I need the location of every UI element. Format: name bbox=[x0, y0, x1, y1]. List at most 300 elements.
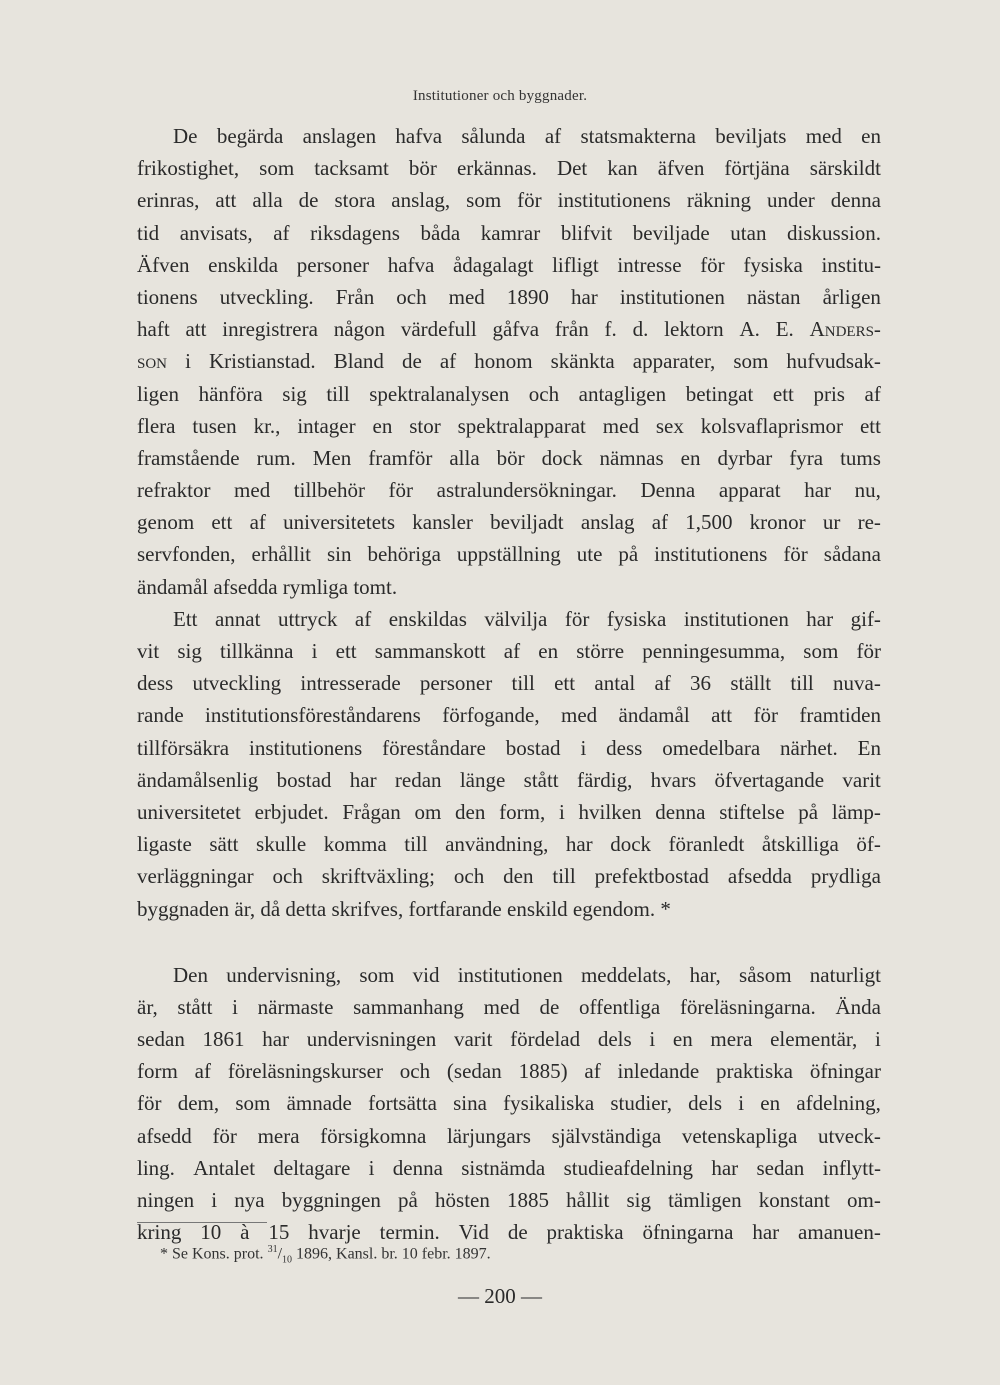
word: ling. bbox=[137, 1155, 175, 1180]
word: en bbox=[861, 124, 881, 148]
word: denna bbox=[830, 188, 881, 213]
word: anslagen bbox=[302, 124, 377, 148]
word: föreståndare bbox=[382, 735, 486, 760]
word: ett bbox=[211, 510, 233, 535]
word: à bbox=[240, 1220, 250, 1245]
text-line bbox=[137, 1023, 881, 1055]
word: tillkänna bbox=[220, 639, 294, 663]
word: 36 bbox=[690, 671, 712, 696]
word: inflytt- bbox=[822, 1155, 881, 1180]
word: statsmakterna bbox=[580, 124, 696, 148]
word: af bbox=[439, 349, 457, 374]
text-line bbox=[137, 764, 881, 796]
word: anslag, bbox=[391, 188, 451, 213]
text-line bbox=[137, 1184, 881, 1216]
footnote-suffix: 1896, Kansl. br. 10 febr. 1897. bbox=[296, 1245, 491, 1263]
word: i bbox=[738, 1091, 745, 1116]
word: 1861 bbox=[202, 1027, 245, 1052]
word: erinras, bbox=[137, 188, 200, 213]
word: och bbox=[272, 864, 303, 889]
word: de bbox=[298, 188, 319, 213]
word: för bbox=[517, 188, 542, 213]
word: Men bbox=[312, 445, 352, 470]
word: flera bbox=[137, 413, 176, 438]
word: re- bbox=[857, 510, 881, 535]
word: har bbox=[570, 284, 598, 309]
word: stor bbox=[409, 413, 441, 438]
word: betingat bbox=[685, 381, 754, 406]
word: föreläsningskurser bbox=[227, 1059, 383, 1084]
text-line bbox=[137, 120, 881, 152]
word: äfven bbox=[657, 156, 705, 181]
word: som bbox=[259, 156, 295, 181]
word: tusen bbox=[192, 413, 237, 438]
word: värdefull bbox=[400, 317, 477, 342]
word: af bbox=[654, 671, 671, 696]
word: refraktor bbox=[137, 478, 211, 503]
word: kr., bbox=[253, 413, 281, 438]
word: förfogande, bbox=[442, 703, 540, 728]
word: afsedd bbox=[137, 1123, 192, 1148]
word: under bbox=[766, 188, 815, 213]
word: som bbox=[803, 639, 839, 663]
word: till bbox=[326, 381, 350, 406]
word: form bbox=[137, 1059, 178, 1084]
word: i bbox=[311, 639, 318, 663]
word: undervisning, bbox=[226, 962, 342, 987]
word: Frågan bbox=[342, 799, 401, 824]
word: begärda bbox=[216, 124, 284, 148]
word: Äfven bbox=[137, 252, 190, 277]
word: 1,500 bbox=[685, 510, 733, 535]
word: välvilja bbox=[484, 606, 548, 631]
word: sin bbox=[326, 542, 352, 567]
word: f. bbox=[604, 317, 617, 342]
word: om- bbox=[847, 1188, 881, 1212]
word: en bbox=[538, 639, 559, 663]
word: ändamålsenlig bbox=[137, 767, 259, 792]
word: framför bbox=[368, 445, 433, 470]
word: hvarje bbox=[308, 1220, 361, 1245]
word: son bbox=[137, 349, 168, 374]
word: för bbox=[212, 1123, 237, 1148]
word: på bbox=[618, 542, 639, 567]
word: sig bbox=[626, 1188, 651, 1212]
word: med bbox=[234, 478, 271, 503]
word: dem, bbox=[177, 1091, 220, 1116]
word: sålunda bbox=[461, 124, 526, 148]
word: intager bbox=[297, 413, 356, 438]
word: ställt bbox=[730, 671, 772, 696]
word: är, bbox=[137, 994, 158, 1019]
text-line bbox=[137, 410, 881, 442]
word: undervisningen bbox=[306, 1027, 437, 1052]
word: Vid bbox=[458, 1220, 489, 1245]
word: uppställning bbox=[456, 542, 561, 567]
word: hufvudsak- bbox=[786, 349, 881, 374]
text-line bbox=[137, 1152, 881, 1184]
word: såsom bbox=[739, 962, 792, 987]
word: verläggningar bbox=[137, 864, 254, 889]
word: Det bbox=[556, 156, 588, 181]
word: af bbox=[651, 510, 669, 535]
paragraph bbox=[137, 603, 881, 925]
text-line bbox=[137, 249, 881, 281]
word: i bbox=[368, 1155, 375, 1180]
word: en bbox=[760, 1091, 781, 1116]
word: som bbox=[466, 188, 502, 213]
word: studieafdelning bbox=[563, 1155, 694, 1180]
word: bostad bbox=[505, 735, 561, 760]
word: och bbox=[396, 284, 427, 309]
word: alla bbox=[449, 445, 480, 470]
word: har bbox=[349, 767, 377, 792]
word: penningesumma, bbox=[642, 639, 786, 663]
word: institutionens bbox=[557, 188, 671, 213]
word: En bbox=[857, 735, 881, 760]
word: studier, bbox=[610, 1091, 672, 1116]
word: af bbox=[544, 124, 562, 148]
word: (sedan bbox=[446, 1059, 502, 1084]
word: för bbox=[856, 639, 881, 663]
word: för bbox=[700, 252, 725, 277]
word: De bbox=[173, 124, 198, 148]
text-line: ändamål afsedda rymliga tomt. bbox=[137, 574, 398, 599]
word: praktiska bbox=[546, 1220, 624, 1245]
word: rum. bbox=[256, 445, 296, 470]
word: nu, bbox=[854, 478, 881, 503]
word: institu- bbox=[821, 252, 881, 277]
word: fysikaliska bbox=[503, 1091, 595, 1116]
word: apparat bbox=[718, 478, 781, 503]
word: haft bbox=[137, 317, 170, 342]
word: Bland bbox=[333, 349, 384, 374]
word: föranledt bbox=[668, 832, 745, 857]
word: åtskilliga bbox=[761, 832, 839, 857]
word: användning, bbox=[445, 832, 549, 857]
word: tillförsäkra bbox=[137, 735, 230, 760]
word: denna bbox=[392, 1155, 443, 1180]
word: tämligen bbox=[668, 1188, 742, 1212]
word: riksdagens bbox=[310, 220, 400, 245]
word: på bbox=[798, 799, 819, 824]
word: 1885) bbox=[518, 1059, 568, 1084]
word: vit bbox=[137, 639, 160, 663]
word: ett bbox=[772, 381, 794, 406]
word: har, bbox=[689, 962, 721, 987]
word: räkning bbox=[686, 188, 751, 213]
word: hafva bbox=[387, 252, 435, 277]
word: af bbox=[194, 1059, 211, 1084]
word: sammanhang bbox=[353, 994, 464, 1019]
word: Den bbox=[173, 962, 208, 987]
word: sedan bbox=[756, 1155, 805, 1180]
word: prefektbostad bbox=[594, 864, 709, 889]
footnote-prefix: Se Kons. prot. bbox=[172, 1245, 264, 1263]
footnote-marker: * bbox=[160, 1245, 168, 1263]
word: lektorn bbox=[664, 317, 724, 342]
text-line bbox=[137, 603, 881, 635]
word: i bbox=[211, 1188, 218, 1212]
word: föreläsningarna. bbox=[679, 994, 816, 1019]
word: tionens bbox=[137, 284, 198, 309]
footnote-date-denominator: 10 bbox=[282, 1254, 293, 1266]
word: intresserade bbox=[300, 671, 401, 696]
word: med bbox=[602, 413, 639, 438]
running-header: Institutioner och byggnader. bbox=[412, 88, 588, 104]
word: öf- bbox=[856, 832, 881, 857]
footnote: * Se Kons. prot. $^{31}/_{10}$ 1896, Kansl. br. 10 febr. 1897. bbox=[160, 1244, 491, 1266]
word: elementär, bbox=[770, 1027, 858, 1052]
word: lämp- bbox=[831, 799, 881, 824]
word: kan bbox=[607, 156, 638, 181]
word: beviljadt bbox=[490, 510, 564, 535]
word: personer bbox=[296, 252, 370, 277]
word: dels bbox=[688, 1091, 722, 1116]
word: blifvit bbox=[560, 220, 613, 245]
word: uttryck bbox=[277, 606, 338, 631]
word: har bbox=[565, 832, 593, 857]
word: kolsvaflaprismor bbox=[700, 413, 844, 438]
word: länge bbox=[459, 767, 506, 792]
word: skriftväxling; bbox=[321, 864, 435, 889]
word: offentliga bbox=[578, 994, 661, 1019]
word: bostad bbox=[276, 767, 332, 792]
word: till bbox=[790, 671, 814, 696]
word: närhet. bbox=[780, 735, 838, 760]
word: vetenskapliga bbox=[681, 1123, 798, 1148]
word: personer bbox=[419, 671, 493, 696]
word: meddelats, bbox=[580, 962, 672, 987]
text-line bbox=[137, 184, 881, 216]
word: omedelbara bbox=[662, 735, 761, 760]
word: stått bbox=[523, 767, 559, 792]
word: 1890 bbox=[506, 284, 549, 309]
word: och bbox=[399, 1059, 431, 1084]
word: de bbox=[507, 1220, 528, 1245]
word: med bbox=[448, 284, 485, 309]
word: stått bbox=[177, 994, 213, 1019]
word: enskilda bbox=[208, 252, 279, 277]
word: komma bbox=[323, 832, 387, 857]
word: i bbox=[875, 1027, 881, 1052]
text-line bbox=[137, 538, 881, 570]
text-line bbox=[137, 506, 881, 538]
word: förtjäna bbox=[724, 156, 790, 181]
word: har bbox=[804, 478, 832, 503]
word: antal bbox=[594, 671, 636, 696]
word: af bbox=[273, 220, 290, 245]
word: intresse bbox=[617, 252, 682, 277]
word: ett bbox=[554, 671, 576, 696]
word: tacksamt bbox=[314, 156, 389, 181]
text-line bbox=[137, 152, 881, 184]
word: någon bbox=[333, 317, 386, 342]
word: hösten bbox=[435, 1188, 490, 1212]
word: nämnas bbox=[599, 445, 664, 470]
word: tillbehör bbox=[293, 478, 365, 503]
word: institutionen bbox=[683, 606, 789, 631]
word: i bbox=[649, 1027, 656, 1052]
word: att bbox=[711, 703, 733, 728]
word: skulle bbox=[256, 832, 307, 857]
word: institutionens bbox=[654, 542, 768, 567]
word: ett bbox=[335, 639, 357, 663]
word: har bbox=[806, 606, 834, 631]
word: en bbox=[672, 1027, 693, 1052]
word: sina bbox=[453, 1091, 487, 1116]
word: varit bbox=[453, 1027, 493, 1052]
word: alla bbox=[252, 188, 283, 213]
word: hafva bbox=[395, 124, 443, 148]
word: ådagalagt bbox=[452, 252, 534, 277]
word: fördelad bbox=[510, 1027, 581, 1052]
word: form, bbox=[499, 799, 546, 824]
text-line bbox=[137, 991, 881, 1023]
word: dess bbox=[137, 671, 174, 696]
text-line bbox=[137, 281, 881, 313]
word: sammanskott bbox=[374, 639, 486, 663]
word: för bbox=[783, 542, 808, 567]
word: Kristianstad. bbox=[208, 349, 316, 374]
word: mera bbox=[710, 1027, 753, 1052]
word: amanuen- bbox=[798, 1220, 881, 1245]
word: diskussion. bbox=[787, 220, 881, 245]
text-line bbox=[137, 828, 881, 860]
word: har bbox=[752, 1220, 780, 1245]
word: utveck- bbox=[817, 1123, 881, 1148]
word: de bbox=[539, 994, 560, 1019]
word: 15 bbox=[268, 1220, 290, 1245]
word: större bbox=[576, 639, 625, 663]
word: naturligt bbox=[809, 962, 881, 987]
word: ändamål bbox=[618, 703, 690, 728]
word: särskildt bbox=[809, 156, 881, 181]
word: erbjudet. bbox=[254, 799, 329, 824]
word: för bbox=[564, 606, 590, 631]
word: institutionsföreståndarens bbox=[205, 703, 421, 728]
text-line bbox=[137, 474, 881, 506]
word: i bbox=[558, 799, 565, 824]
word: med bbox=[805, 124, 842, 148]
word: kring bbox=[137, 1220, 182, 1245]
word: gif- bbox=[850, 606, 881, 631]
word: Ett bbox=[173, 606, 198, 631]
word: enskildas bbox=[388, 606, 467, 631]
word: servfonden, bbox=[137, 542, 236, 567]
word: ett bbox=[859, 413, 881, 438]
word: praktiska bbox=[716, 1059, 793, 1084]
word: inregistrera bbox=[222, 317, 318, 342]
word: kansler bbox=[412, 510, 473, 535]
word: af bbox=[503, 639, 521, 663]
word: ligaste bbox=[137, 832, 192, 857]
word: af bbox=[354, 606, 372, 631]
word: i bbox=[580, 735, 587, 760]
word: dels bbox=[597, 1027, 632, 1052]
word: frikostighet, bbox=[137, 156, 240, 181]
word: Från bbox=[335, 284, 375, 309]
word: institutionens bbox=[249, 735, 363, 760]
word: från bbox=[554, 317, 589, 342]
text-line bbox=[137, 217, 881, 249]
word: behöriga bbox=[367, 542, 441, 567]
word: rande bbox=[137, 703, 184, 728]
word: ur bbox=[822, 510, 841, 535]
word: genom bbox=[137, 510, 195, 535]
text-line bbox=[137, 860, 881, 892]
word: honom bbox=[474, 349, 533, 374]
word: dock bbox=[541, 445, 583, 470]
word: som bbox=[733, 349, 769, 374]
word: ningen bbox=[137, 1188, 195, 1212]
word: Denna bbox=[640, 478, 696, 503]
word: beviljats bbox=[715, 124, 787, 148]
word: tums bbox=[840, 445, 881, 470]
text-line bbox=[137, 635, 881, 667]
word: fysiska bbox=[743, 252, 803, 277]
word: dyrbar bbox=[717, 445, 773, 470]
word: för bbox=[388, 478, 414, 503]
word: ute bbox=[576, 542, 603, 567]
word: hänföra bbox=[198, 381, 263, 406]
word: prydliga bbox=[810, 864, 881, 889]
text-line bbox=[137, 667, 881, 699]
word: att bbox=[185, 317, 207, 342]
word: färdig, bbox=[576, 767, 633, 792]
word: utveckling. bbox=[219, 284, 314, 309]
word: och bbox=[453, 864, 485, 889]
word: institutionen bbox=[619, 284, 725, 309]
word: och bbox=[528, 381, 560, 406]
word: erkännas. bbox=[456, 156, 537, 181]
text-line bbox=[137, 699, 881, 731]
word: varit bbox=[842, 767, 881, 792]
word: Antalet bbox=[193, 1155, 256, 1180]
word: nästan bbox=[746, 284, 801, 309]
text-line bbox=[137, 442, 881, 474]
text-line bbox=[137, 796, 881, 828]
paragraph bbox=[137, 959, 881, 1249]
word: hållit bbox=[566, 1188, 610, 1212]
word: öfningarna bbox=[642, 1220, 734, 1245]
word: gåfva bbox=[492, 317, 540, 342]
text-line bbox=[137, 313, 881, 345]
word: om bbox=[414, 799, 442, 824]
word: den bbox=[455, 799, 486, 824]
word: apparater, bbox=[632, 349, 716, 374]
word: framstående bbox=[137, 445, 240, 470]
word: sig bbox=[282, 381, 307, 406]
word: inledande bbox=[617, 1059, 700, 1084]
word: fysiska bbox=[606, 606, 667, 631]
word: kronor bbox=[749, 510, 806, 535]
word: på bbox=[398, 1188, 418, 1212]
word: nya bbox=[234, 1188, 265, 1212]
text-line bbox=[137, 1087, 881, 1119]
word: stiftelse bbox=[719, 799, 785, 824]
word: fortsätta bbox=[368, 1091, 437, 1116]
word: skänkta bbox=[550, 349, 615, 374]
word: redan bbox=[394, 767, 442, 792]
word: för bbox=[137, 1091, 162, 1116]
word: institutionen bbox=[457, 962, 563, 987]
word: öfvertagande bbox=[714, 767, 825, 792]
word: byggningen bbox=[281, 1188, 381, 1212]
text-line bbox=[137, 345, 881, 377]
word: ämnade bbox=[286, 1091, 352, 1116]
word: till bbox=[552, 864, 576, 889]
